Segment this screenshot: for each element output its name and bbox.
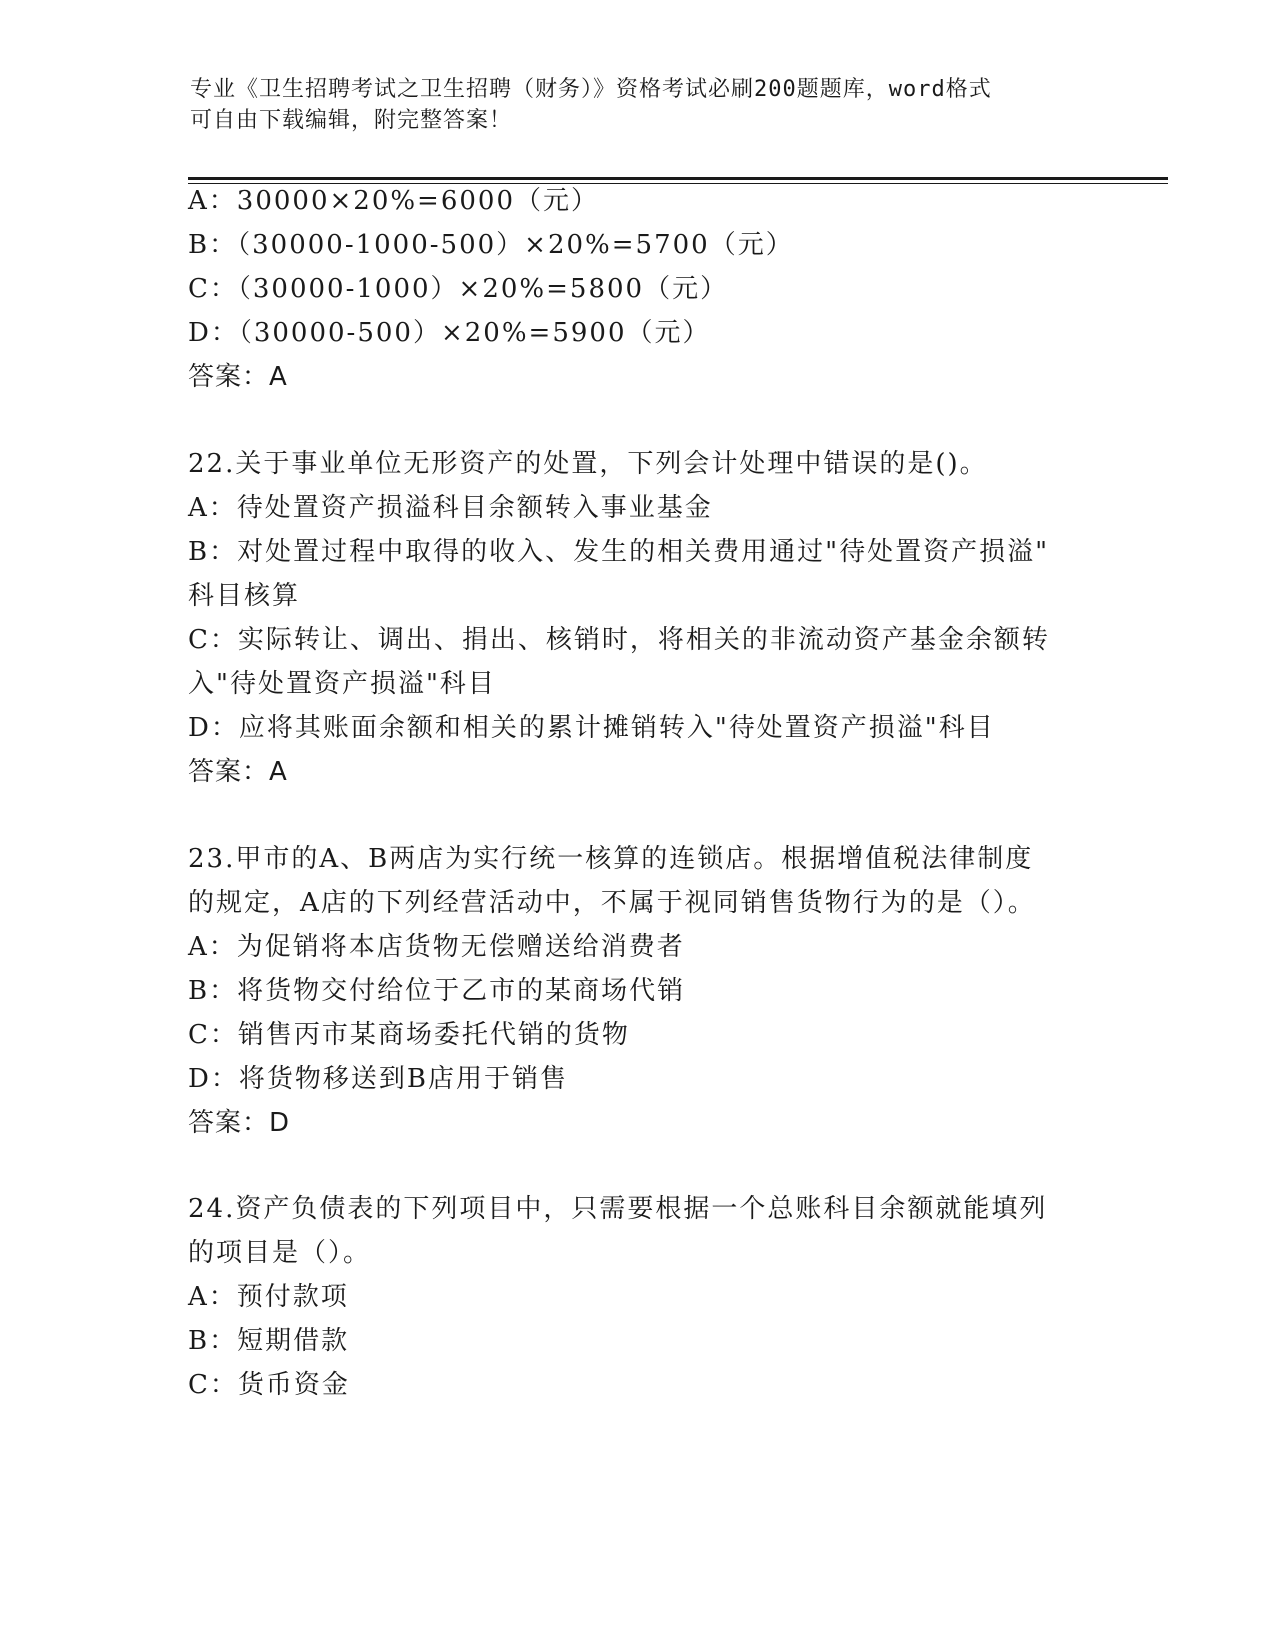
header-line-2: 可自由下载编辑，附完整答案！: [190, 108, 513, 133]
q23-option-a: A：为促销将本店货物无偿赠送给消费者: [188, 932, 685, 962]
q21-answer: 答案：A: [188, 362, 288, 392]
q23-stem-line1: 23.甲市的A、B两店为实行统一核算的连锁店。根据增值税法律制度: [188, 844, 1034, 874]
q22-option-b-line2: 科目核算: [188, 581, 301, 611]
q24-stem-line2: 的项目是（）。: [188, 1238, 372, 1268]
header-divider-thick: [188, 177, 1168, 180]
q23-stem-line2: 的规定，A店的下列经营活动中，不属于视同销售货物行为的是（）。: [188, 888, 1036, 918]
q22-stem: 22.关于事业单位无形资产的处置，下列会计处理中错误的是()。: [188, 449, 988, 479]
q23-option-b: B：将货物交付给位于乙市的某商场代销: [188, 976, 686, 1006]
q22-option-b-line1: B：对处置过程中取得的收入、发生的相关费用通过"待处置资产损溢": [188, 537, 1050, 567]
q22-option-d: D：应将其账面余额和相关的累计摊销转入"待处置资产损溢"科目: [188, 713, 995, 743]
document-header: [190, 74, 1090, 136]
q21-option-a: A：30000×20%=6000（元）: [188, 186, 600, 216]
q22-option-c-line1: C：实际转让、调出、捐出、核销时，将相关的非流动资产基金余额转: [188, 625, 1050, 655]
q21-option-c: C：（30000-1000）×20%=5800（元）: [188, 274, 729, 304]
q22-option-a: A：待处置资产损溢科目余额转入事业基金: [188, 493, 713, 523]
q23-option-c: C：销售丙市某商场委托代销的货物: [188, 1020, 630, 1050]
q21-option-d: D：（30000-500）×20%=5900（元）: [188, 318, 711, 348]
q23-option-d: D：将货物移送到B店用于销售: [188, 1064, 568, 1094]
q21-option-b: B：（30000-1000-500）×20%=5700（元）: [188, 230, 794, 260]
q22-answer: 答案：A: [188, 757, 288, 787]
q23-answer: 答案：D: [188, 1108, 291, 1138]
q24-option-b: B：短期借款: [188, 1326, 350, 1356]
q24-option-c: C：货币资金: [188, 1370, 350, 1400]
q22-option-c-line2: 入"待处置资产损溢"科目: [188, 669, 496, 699]
header-line-1: 专业《卫生招聘考试之卫生招聘（财务）》资格考试必刷200题题库，word格式: [190, 77, 992, 102]
q24-stem-line1: 24.资产负债表的下列项目中，只需要根据一个总账科目余额就能填列: [188, 1194, 1048, 1224]
q24-option-a: A：预付款项: [188, 1282, 349, 1312]
